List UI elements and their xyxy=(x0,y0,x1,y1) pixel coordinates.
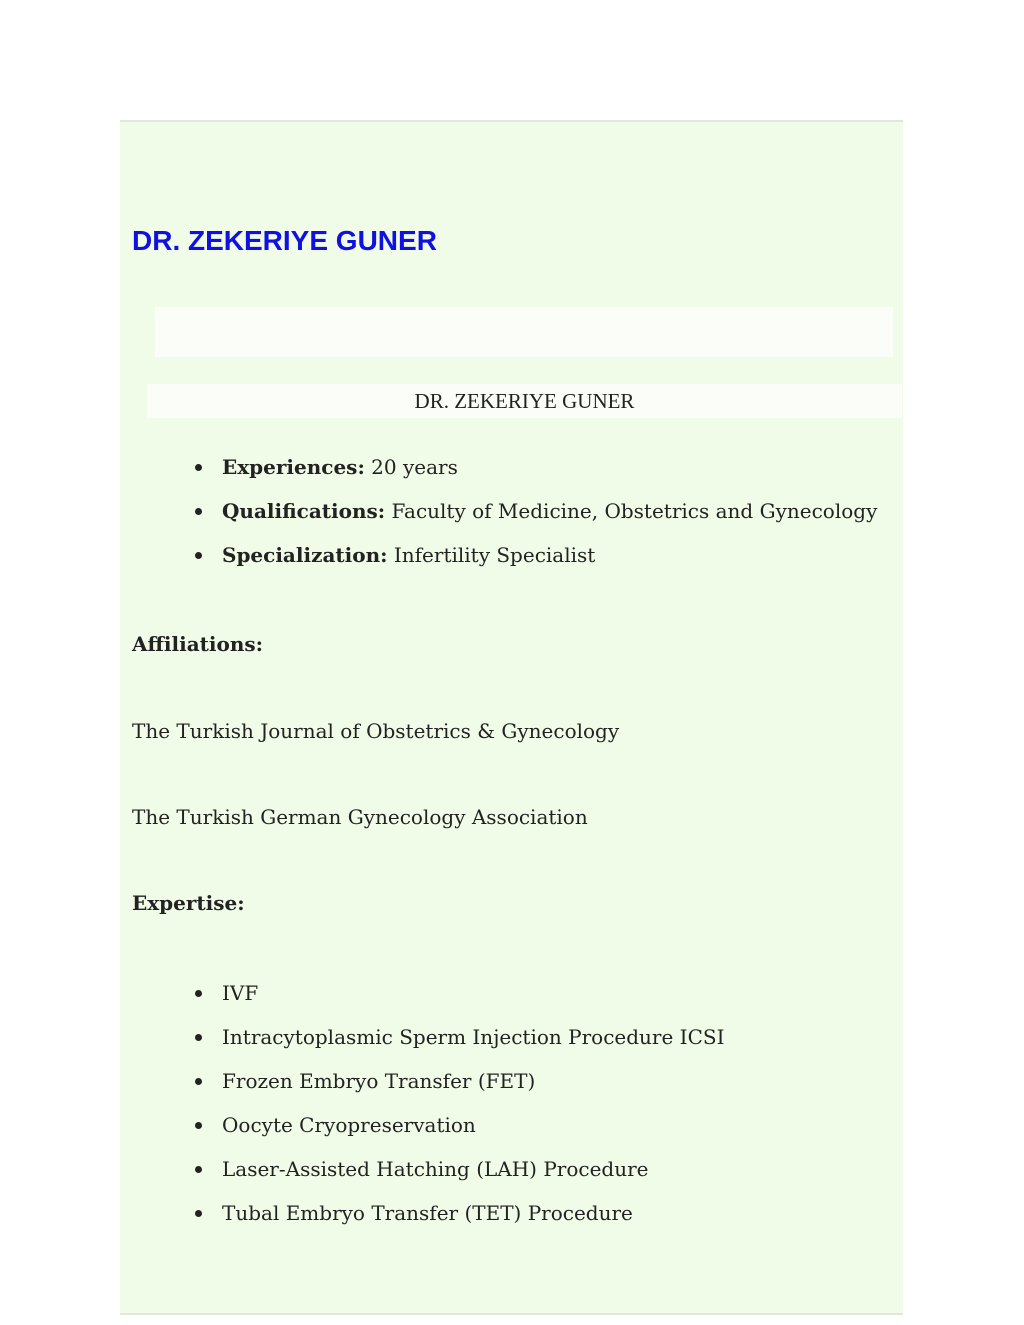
bullet-icon xyxy=(195,990,202,997)
page-title: DR. ZEKERIYE GUNER xyxy=(132,225,437,256)
fact-value: 20 years xyxy=(364,455,458,479)
expertise-item: Tubal Embryo Transfer (TET) Procedure xyxy=(222,1201,633,1225)
bullet-icon xyxy=(195,464,202,471)
expertise-item: Oocyte Cryopreservation xyxy=(222,1113,476,1137)
affiliation-item: The Turkish Journal of Obstetrics & Gynecology xyxy=(132,719,620,743)
profile-facts-list xyxy=(190,445,877,577)
fact-label: Qualifications: xyxy=(222,499,386,523)
list-item-experiences xyxy=(190,445,877,489)
bullet-icon xyxy=(195,1122,202,1129)
list-item xyxy=(190,1147,724,1191)
expertise-heading: Expertise: xyxy=(132,891,245,915)
expertise-item: Frozen Embryo Transfer (FET) xyxy=(222,1069,536,1093)
fact-value: Faculty of Medicine, Obstetrics and Gynecology xyxy=(385,499,878,523)
fact-label: Experiences: xyxy=(222,455,365,479)
fact-label: Specialization: xyxy=(222,543,388,567)
affiliation-item: The Turkish German Gynecology Association xyxy=(132,805,588,829)
expertise-item: IVF xyxy=(222,981,259,1005)
list-item-qualifications xyxy=(190,489,877,533)
bullet-icon xyxy=(195,1210,202,1217)
fact-value: Infertility Specialist xyxy=(387,543,596,567)
list-item xyxy=(190,1059,724,1103)
list-item-specialization xyxy=(190,533,877,577)
bullet-icon xyxy=(195,508,202,515)
profile-card xyxy=(120,120,903,1315)
doctor-photo-placeholder xyxy=(155,307,893,357)
list-item xyxy=(190,971,724,1015)
expertise-item: Intracytoplasmic Sperm Injection Procedure ICSI xyxy=(222,1025,725,1049)
bullet-icon xyxy=(195,1166,202,1173)
bullet-icon xyxy=(195,1078,202,1085)
bullet-icon xyxy=(195,552,202,559)
expertise-list xyxy=(190,971,724,1235)
expertise-item: Laser-Assisted Hatching (LAH) Procedure xyxy=(222,1157,649,1181)
list-item xyxy=(190,1015,724,1059)
list-item xyxy=(190,1103,724,1147)
affiliations-heading: Affiliations: xyxy=(132,632,264,656)
photo-caption: DR. ZEKERIYE GUNER xyxy=(147,384,902,418)
bullet-icon xyxy=(195,1034,202,1041)
list-item xyxy=(190,1191,724,1235)
